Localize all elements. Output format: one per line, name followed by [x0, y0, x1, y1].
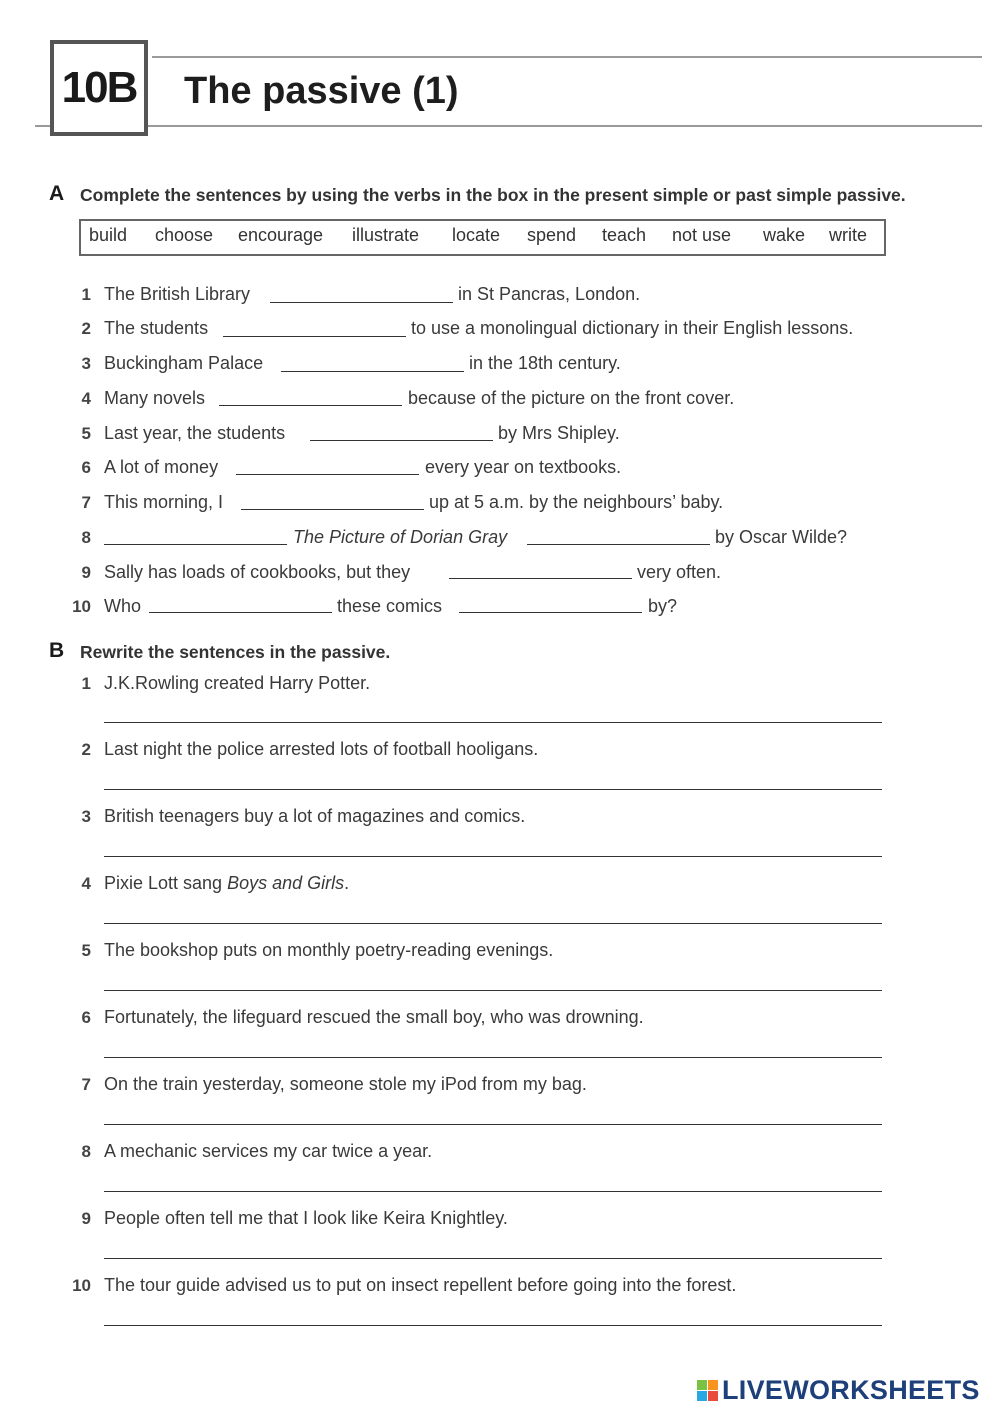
item-text-plain: Pixie Lott sang: [104, 873, 228, 893]
item-number: 2: [81, 740, 91, 759]
logo-square: [708, 1391, 718, 1401]
answer-blank[interactable]: [104, 544, 287, 545]
item-number: 5: [81, 424, 91, 443]
answer-line[interactable]: [104, 990, 882, 991]
item-text: because of the picture on the front cover.: [408, 388, 735, 408]
item-text: A lot of money: [104, 457, 219, 477]
item-text: The bookshop puts on monthly poetry-reading evenings.: [104, 940, 554, 960]
item-text: Last year, the students: [104, 423, 286, 443]
item-text: Many novels: [104, 388, 206, 408]
answer-blank[interactable]: [527, 544, 710, 545]
item-number: 6: [81, 458, 91, 477]
item-number: 4: [81, 874, 91, 893]
answer-blank[interactable]: [310, 440, 493, 441]
song-title: Boys and Girls: [227, 873, 345, 893]
section-b-letter: B: [49, 639, 65, 662]
item-number: 1: [81, 285, 91, 304]
answer-blank[interactable]: [219, 405, 402, 406]
answer-blank[interactable]: [241, 509, 424, 510]
section-b-instruction: Rewrite the sentences in the passive.: [80, 642, 391, 662]
answer-blank[interactable]: [449, 578, 632, 579]
answer-blank[interactable]: [149, 612, 332, 613]
logo-square: [697, 1380, 707, 1390]
page-title: The passive (1): [184, 70, 459, 112]
item-text: by Oscar Wilde?: [715, 527, 848, 547]
item-number: 10: [72, 1276, 91, 1295]
verb-word: encourage: [238, 225, 324, 245]
item-text: The tour guide advised us to put on insect repellent before going into the forest.: [104, 1275, 737, 1295]
item-number: 1: [81, 674, 91, 693]
item-text: The students: [104, 318, 209, 338]
unit-badge: [50, 40, 148, 136]
answer-line[interactable]: [104, 722, 882, 723]
item-text: A mechanic services my car twice a year.: [104, 1141, 433, 1161]
item-number: 2: [81, 319, 91, 338]
item-text: Who: [104, 596, 142, 616]
answer-blank[interactable]: [223, 336, 406, 337]
item-text: in St Pancras, London.: [458, 284, 641, 304]
unit-number: 10B: [61, 63, 137, 112]
book-title: The Picture of Dorian Gray: [293, 527, 508, 547]
logo-square: [697, 1391, 707, 1401]
item-text: On the train yesterday, someone stole my iPod from my bag.: [104, 1074, 587, 1094]
item-number: 9: [81, 1209, 91, 1228]
liveworksheets-logo: [697, 1375, 980, 1406]
item-text: Sally has loads of cookbooks, but they: [104, 562, 411, 582]
verb-word: choose: [155, 225, 214, 245]
item-number: 7: [81, 1075, 91, 1094]
item-number: 9: [81, 563, 91, 582]
logo-square: [708, 1380, 718, 1390]
section-a-instruction: Complete the sentences by using the verbs in the box in the present simple or past simple passive.: [80, 185, 906, 205]
item-text: very often.: [637, 562, 722, 582]
header-bottom-rule: [35, 125, 982, 127]
item-number: 5: [81, 941, 91, 960]
item-text: Fortunately, the lifeguard rescued the small boy, who was drowning.: [104, 1007, 644, 1027]
item-text-end: .: [344, 873, 350, 893]
item-number: 10: [72, 597, 91, 616]
item-text: up at 5 a.m. by the neighbours’ baby.: [429, 492, 724, 512]
verb-word: wake: [763, 225, 806, 245]
item-text: every year on textbooks.: [425, 457, 622, 477]
answer-blank[interactable]: [270, 302, 453, 303]
item-text: British teenagers buy a lot of magazines and comics.: [104, 806, 526, 826]
answer-line[interactable]: [104, 789, 882, 790]
answer-line[interactable]: [104, 1124, 882, 1125]
verb-word: not use: [672, 225, 732, 245]
answer-line[interactable]: [104, 923, 882, 924]
item-text: to use a monolingual dictionary in their English lessons.: [411, 318, 854, 338]
item-text: these comics: [337, 596, 443, 616]
item-text: in the 18th century.: [469, 353, 621, 373]
answer-line[interactable]: [104, 1191, 882, 1192]
answer-blank[interactable]: [459, 612, 642, 613]
logo-text: LIVEWORKSHEETS: [722, 1375, 980, 1405]
item-number: 8: [81, 1142, 91, 1161]
item-number: 3: [81, 807, 91, 826]
item-text: J.K.Rowling created Harry Potter.: [104, 673, 371, 693]
item-text: by?: [648, 596, 678, 616]
section-a-letter: A: [49, 182, 65, 205]
verb-word: teach: [602, 225, 647, 245]
answer-line[interactable]: [104, 1057, 882, 1058]
verb-word: write: [829, 225, 868, 245]
item-number: 3: [81, 354, 91, 373]
verb-word: spend: [527, 225, 577, 245]
verb-word: build: [89, 225, 128, 245]
item-text: [104, 873, 349, 894]
answer-line[interactable]: [104, 1325, 882, 1326]
item-text: People often tell me that I look like Keira Knightley.: [104, 1208, 508, 1228]
verb-word: locate: [452, 225, 501, 245]
answer-blank[interactable]: [281, 371, 464, 372]
item-number: 7: [81, 493, 91, 512]
item-number: 6: [81, 1008, 91, 1027]
answer-line[interactable]: [104, 1258, 882, 1259]
header-top-rule: [152, 56, 982, 58]
item-text: Buckingham Palace: [104, 353, 264, 373]
logo-grid-icon: [697, 1380, 719, 1402]
answer-line[interactable]: [104, 856, 882, 857]
answer-blank[interactable]: [236, 474, 419, 475]
item-text: Last night the police arrested lots of football hooligans.: [104, 739, 539, 759]
item-text: by Mrs Shipley.: [498, 423, 620, 443]
verb-word: illustrate: [352, 225, 420, 245]
item-text: This morning, I: [104, 492, 224, 512]
item-number: 4: [81, 389, 91, 408]
item-text: The British Library: [104, 284, 251, 304]
item-number: 8: [81, 528, 91, 547]
